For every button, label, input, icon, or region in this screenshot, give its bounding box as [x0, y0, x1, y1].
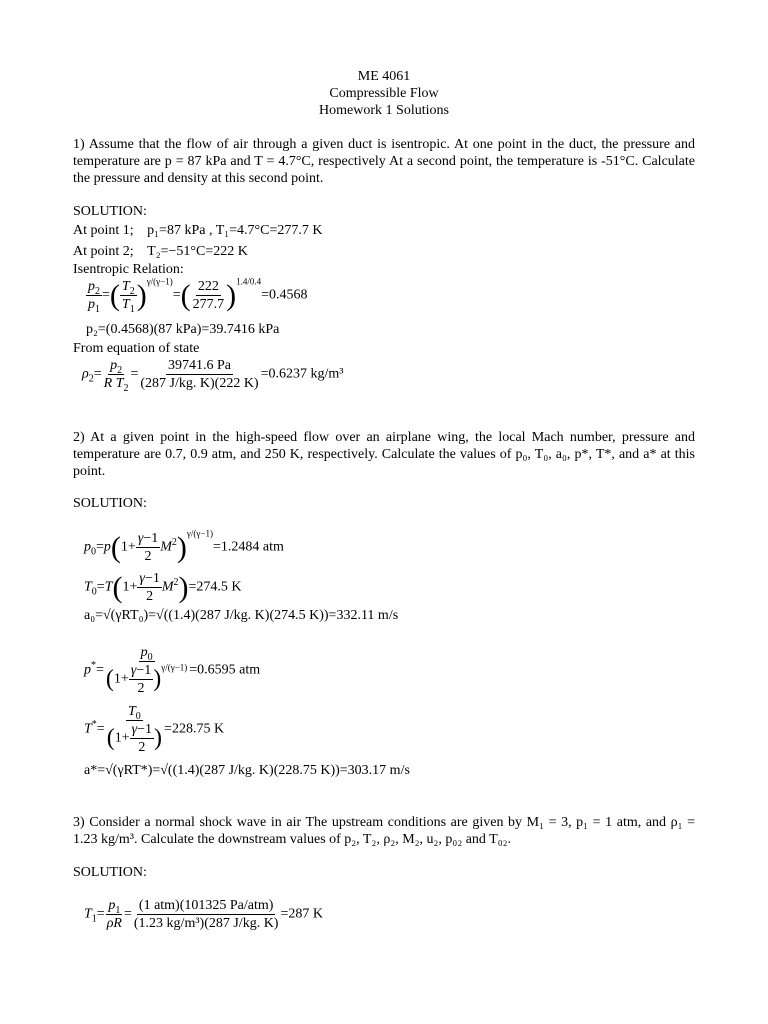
Tstar-equation: T*= $T_0$ (1+ $\frac{\gamma-1}{2}$ ) =228.75 K: [84, 704, 225, 755]
assignment-title: Homework 1 Solutions: [319, 103, 449, 118]
T1-equation: $T_1=$ $\frac{p_1}{\rho R}$ = $\frac{\text{(1 atm)(101325 Pa/atm)}}{\text{(1.23 kg/m³)(287 J/kg. K)}}$ =287 K: [84, 898, 323, 931]
pstar-equation: p*= $p_0$ (1+ $\frac{\gamma-1}{2}$ )$^{\gamma/(\gamma-1)}$ =0.6595 atm: [84, 645, 261, 696]
Tstar-result: =228.75 K: [164, 721, 225, 737]
problem2-statement: 2) At a given point in the high-speed flow over an airplane wing, the local Mach number, pressure and temperature are 0.7, 0.9 atm, and 250 K, respectively. Calculate the values of p₀, T₀, a₀, p*, T*, and a* at this point.: [73, 430, 695, 479]
T1-result: =287 K: [280, 906, 323, 922]
point2-line: [73, 243, 695, 260]
state-equation-label: From equation of state: [73, 341, 200, 356]
problem2-solution-label: SOLUTION:: [73, 496, 147, 511]
problem3-solution-label: SOLUTION:: [73, 865, 147, 880]
p0-equation: $p_0=p(1+$ $\frac{\gamma-1}{2}$ $M^2)^{\gamma/(\gamma-1)}=1.2484$ atm: [84, 528, 284, 564]
document-header: [0, 68, 768, 119]
problem3-statement: 3) Consider a normal shock wave in air The upstream conditions are given by M₁ = 3, p₁ = 1 atm, and ρ₁ = 1.23 kg/m³. Calculate the downstream values of p₂, T₂, ρ₂, M₂, u₂, p₀₂ and T₀₂.: [73, 815, 695, 847]
problem1-statement: 1) Assume that the flow of air through a given duct is isentropic. At one point in the duct, the pressure and temperature are p = 87 kPa and T = 4.7°C, respectively At a second point, the temperature is -51°C. Calculate the pressure and density at this second point.: [73, 137, 695, 186]
density-equation: $\rho_2=$ $\frac{p_2}{R T_2}$ = $\frac{39741.6 Pa}{(287 J/kg. K)(222 K)}$ =0.6237 kg/m³: [82, 358, 344, 394]
astar-equation: a*=√(γRT*)=√((1.4)(287 J/kg. K)(228.75 K))=303.17 m/s: [84, 763, 410, 778]
pstar-result: =0.6595 atm: [189, 662, 261, 678]
temperature-ratio-fraction: $\frac{T_2}{T_1}$: [121, 279, 135, 315]
course-number: ME 4061: [357, 69, 411, 84]
point1-equation: p₁=87 kPa , T₁=4.7°C=277.7 K: [147, 223, 323, 238]
isentropic-label: Isentropic Relation:: [73, 262, 184, 277]
a0-equation: a₀=√(γRT₀)=√((1.4)(287 J/kg. K)(274.5 K))=332.11 m/s: [84, 608, 399, 623]
T0-result: =274.5 K: [188, 579, 242, 595]
T1-fraction: $\frac{\text{(1 atm)(101325 Pa/atm)}}{\text{(1.23 kg/m³)(287 J/kg. K)}}$: [133, 898, 279, 931]
density-fraction: $\frac{39741.6 Pa}{(287 J/kg. K)(222 K)}$: [140, 358, 259, 391]
T0-equation: $T_0=T(1+$ $\frac{\gamma-1}{2}$ $M^2)=274.5$ K: [84, 571, 242, 604]
point1-line: [73, 222, 695, 239]
p2-equation: p₂=(0.4568)(87 kPa)=39.7416 kPa: [86, 322, 280, 337]
problem1-solution-label: SOLUTION:: [73, 204, 147, 219]
point1-label: At point 1;: [73, 223, 134, 238]
density-result: =0.6237 kg/m³: [260, 366, 344, 382]
point2-equation: T₂=−51°C=222 K: [147, 244, 248, 259]
pressure-ratio-fraction: $\frac{p_2}{p_1}$: [88, 279, 100, 315]
p0-result: =1.2484 atm: [212, 539, 284, 555]
numeric-temperature-ratio: $\frac{222}{277.7}$: [192, 279, 225, 312]
isentropic-ratio-equation: $\frac{p_2}{p_1}$ =( $\frac{T_2}{T_1}$ )$^{\gamma/(\gamma-1)}$=( $\frac{222}{277.7}$ )$^{1.4/0.4}$=0.4568: [88, 276, 308, 315]
pressure-ratio-result: =0.4568: [261, 287, 308, 303]
course-title: Compressible Flow: [329, 86, 439, 101]
point2-label: At point 2;: [73, 244, 134, 259]
